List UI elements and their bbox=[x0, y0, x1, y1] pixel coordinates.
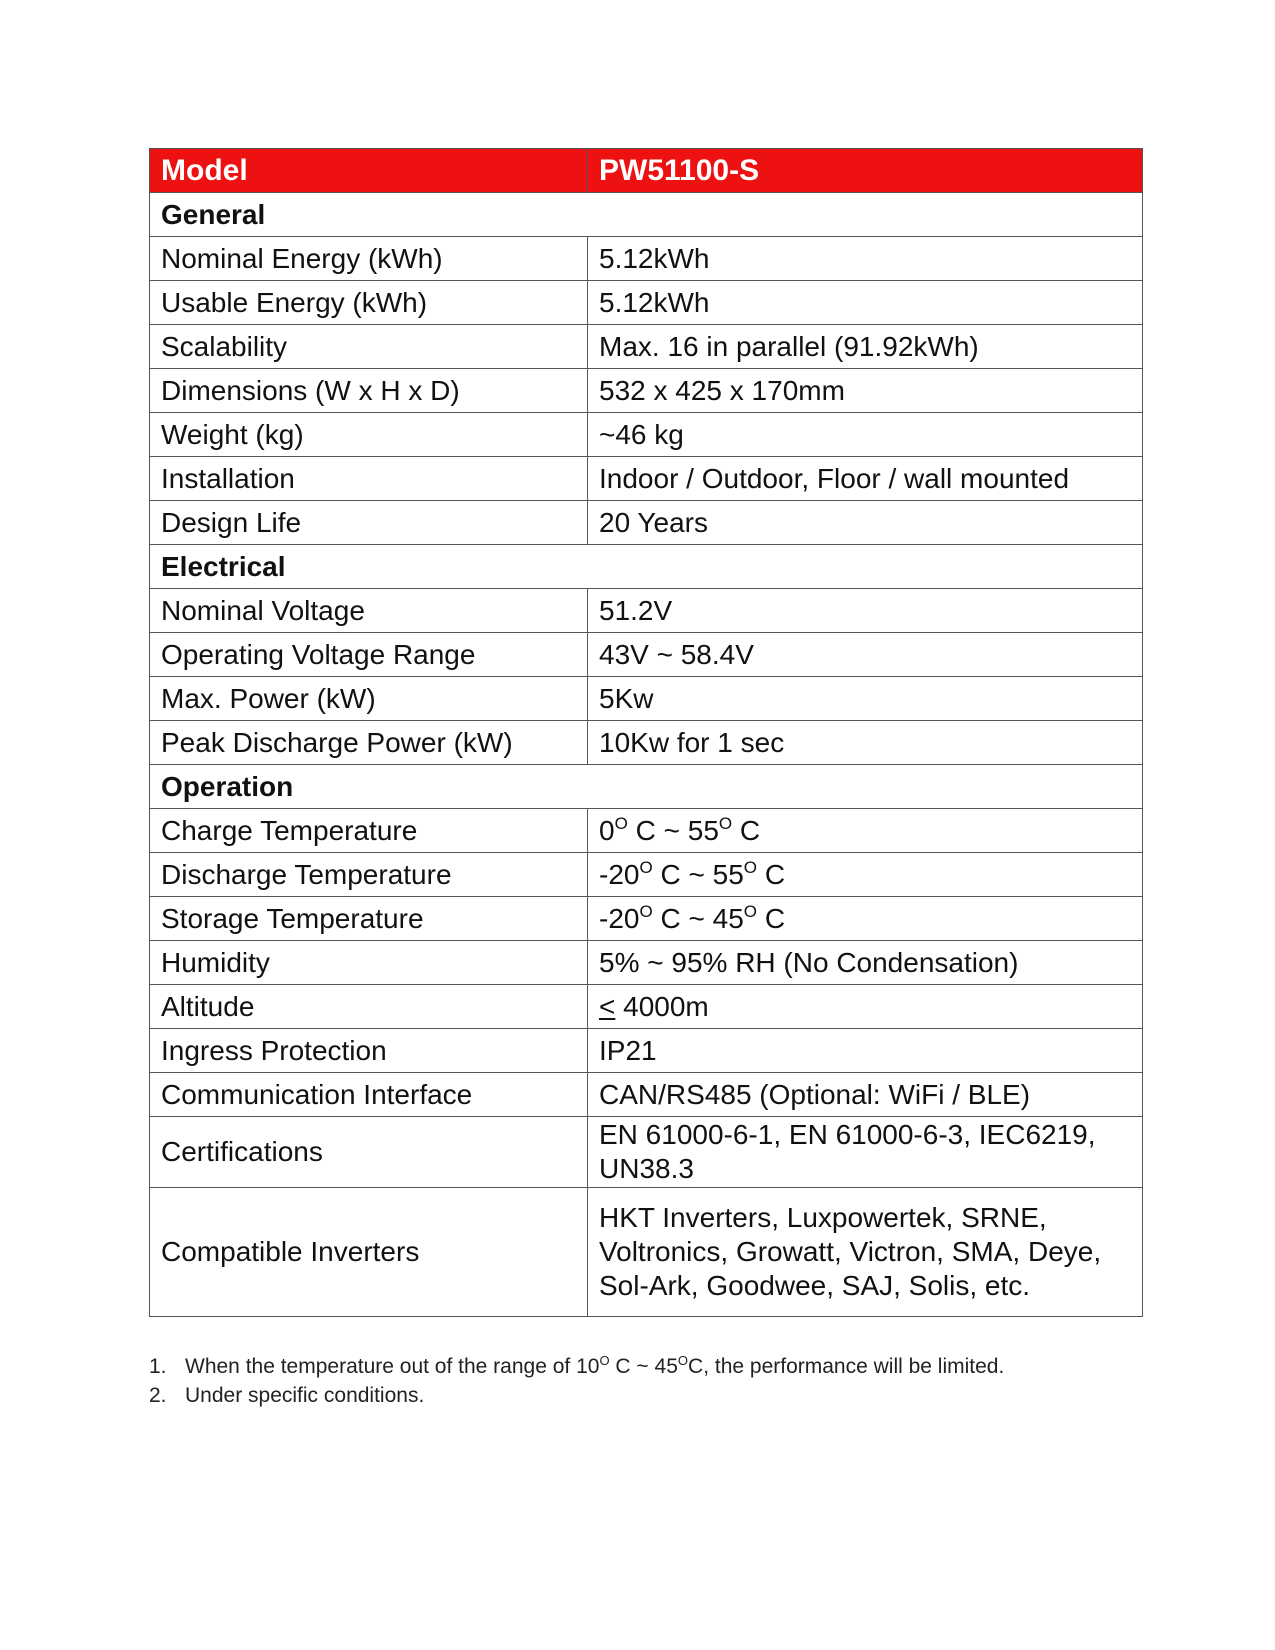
spec-value: 5% ~ 95% RH (No Condensation) bbox=[588, 941, 1143, 985]
table-row bbox=[150, 941, 1143, 985]
table-row bbox=[150, 853, 1143, 897]
spec-value: $-20^O$ C ~ $55^O$ C bbox=[588, 853, 1143, 897]
spec-label: Altitude bbox=[150, 985, 588, 1029]
spec-label: Operating Voltage Range bbox=[150, 633, 588, 677]
section-title: Operation bbox=[150, 765, 1143, 809]
spec-label: Discharge Temperature bbox=[150, 853, 588, 897]
footnote-item: 1. When the temperature out of the range of $10^O$ C ~ $45^OC$, the performance will be limited. bbox=[149, 1352, 1149, 1381]
spec-label: Humidity bbox=[150, 941, 588, 985]
spec-label: Communication Interface bbox=[150, 1073, 588, 1117]
spec-label: Nominal Voltage bbox=[150, 589, 588, 633]
footnote-number: 2. bbox=[149, 1384, 167, 1407]
section-electrical bbox=[150, 545, 1143, 589]
spec-value: HKT Inverters, Luxpowertek, SRNE, Voltronics, Growatt, Victron, SMA, Deye, Sol-Ark, Goodwee, SAJ, Solis, etc. bbox=[588, 1188, 1143, 1317]
table-row bbox=[150, 281, 1143, 325]
section-operation bbox=[150, 765, 1143, 809]
spec-value: Max. 16 in parallel (91.92kWh) bbox=[588, 325, 1143, 369]
spec-label: Max. Power (kW) bbox=[150, 677, 588, 721]
spec-value: CAN/RS485 (Optional: WiFi / BLE) bbox=[588, 1073, 1143, 1117]
table-row bbox=[150, 1073, 1143, 1117]
spec-label: Design Life bbox=[150, 501, 588, 545]
table-row bbox=[150, 501, 1143, 545]
table-row bbox=[150, 985, 1143, 1029]
spec-label: Scalability bbox=[150, 325, 588, 369]
spec-value: $0^O$ C ~ $55^O$ C bbox=[588, 809, 1143, 853]
spec-value: Indoor / Outdoor, Floor / wall mounted bbox=[588, 457, 1143, 501]
table-row bbox=[150, 1117, 1143, 1188]
header-model-label: Model bbox=[150, 149, 588, 193]
table-row bbox=[150, 677, 1143, 721]
spec-label: Ingress Protection bbox=[150, 1029, 588, 1073]
header-model-value: PW51100-S bbox=[588, 149, 1143, 193]
spec-value: $-20^O$ C ~ $45^O$ C bbox=[588, 897, 1143, 941]
spec-label: Charge Temperature bbox=[150, 809, 588, 853]
spec-label: Usable Energy (kWh) bbox=[150, 281, 588, 325]
section-title: Electrical bbox=[150, 545, 1143, 589]
table-row bbox=[150, 457, 1143, 501]
spec-value: 5.12kWh bbox=[588, 237, 1143, 281]
table-row bbox=[150, 809, 1143, 853]
spec-label: Installation bbox=[150, 457, 588, 501]
spec-value: 5Kw bbox=[588, 677, 1143, 721]
spec-label: Storage Temperature bbox=[150, 897, 588, 941]
spec-value: 51.2V bbox=[588, 589, 1143, 633]
spec-label: Nominal Energy (kWh) bbox=[150, 237, 588, 281]
footnote-item: 2. Under specific conditions. bbox=[149, 1381, 1149, 1410]
spec-label: Weight (kg) bbox=[150, 413, 588, 457]
section-general bbox=[150, 193, 1143, 237]
spec-table bbox=[149, 148, 1143, 1317]
section-title: General bbox=[150, 193, 1143, 237]
table-row bbox=[150, 633, 1143, 677]
spec-label: Compatible Inverters bbox=[150, 1188, 588, 1317]
footnotes bbox=[149, 1352, 1149, 1410]
table-row bbox=[150, 589, 1143, 633]
spec-value: ~46 kg bbox=[588, 413, 1143, 457]
spec-value: < 4000m bbox=[588, 985, 1143, 1029]
table-row bbox=[150, 721, 1143, 765]
table-row bbox=[150, 1188, 1143, 1317]
table-row bbox=[150, 413, 1143, 457]
spec-label: Dimensions (W x H x D) bbox=[150, 369, 588, 413]
footnote-number: 1. bbox=[149, 1355, 167, 1378]
less-equal-symbol: < bbox=[599, 990, 616, 1022]
spec-value: 10Kw for 1 sec bbox=[588, 721, 1143, 765]
spec-value: 20 Years bbox=[588, 501, 1143, 545]
spec-value: IP21 bbox=[588, 1029, 1143, 1073]
table-row bbox=[150, 1029, 1143, 1073]
table-row bbox=[150, 237, 1143, 281]
table-row bbox=[150, 369, 1143, 413]
spec-label: Certifications bbox=[150, 1117, 588, 1188]
spec-label: Peak Discharge Power (kW) bbox=[150, 721, 588, 765]
table-row bbox=[150, 325, 1143, 369]
table-row bbox=[150, 897, 1143, 941]
spec-value: 43V ~ 58.4V bbox=[588, 633, 1143, 677]
spec-value: 5.12kWh bbox=[588, 281, 1143, 325]
spec-value: 532 x 425 x 170mm bbox=[588, 369, 1143, 413]
table-header-row bbox=[150, 149, 1143, 193]
spec-value: EN 61000-6-1, EN 61000-6-3, IEC6219, UN38.3 bbox=[588, 1117, 1143, 1188]
